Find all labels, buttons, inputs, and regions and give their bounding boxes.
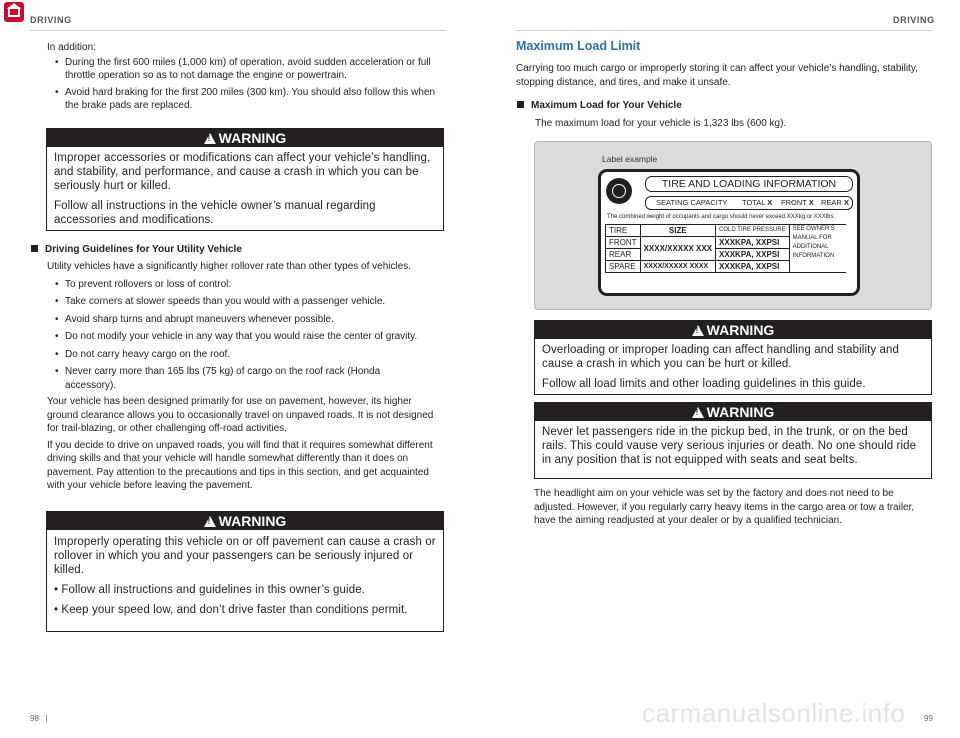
row-front: FRONT	[606, 237, 641, 249]
warning-text: Overloading or improper loading can affect handling and stability and cause a crash in which you can be hurt or killed.	[542, 344, 900, 370]
row-rear: REAR	[606, 249, 641, 261]
intro-bullet: • During the first 600 miles (1,000 km) of operation, avoid sudden acceleration or full throttle operation so as to not damage the engine or powertrain.	[47, 56, 442, 83]
section-bullet: • Never carry more than 165 lbs (75 kg) of cargo on the roof rack (Honda accessory).	[47, 365, 443, 392]
warning-text: Never let passengers ride in the pickup bed, in the trunk, or on the bed rails. This could vause very serious injuries or death. No one should ride in any position that is not equipped with seats and seat belts.	[542, 426, 917, 466]
warning-text: • Keep your speed low, and don’t drive faster than conditions permit.	[54, 604, 408, 616]
utility-section	[31, 243, 443, 493]
warning-header: !WARNING	[535, 321, 931, 339]
right-header-rule	[516, 30, 932, 31]
intro-bullet: • Avoid hard braking for the first 200 miles (300 km). You should also follow this when the brake pads are replaced.	[47, 86, 442, 113]
warning-header: !WARNING	[47, 129, 443, 147]
warning-text: Follow all instructions in the vehicle owner’s manual regarding accessories and modifications.	[54, 200, 376, 226]
size-main: XXXX/XXXXX XXX	[640, 237, 715, 261]
warning-box-accessories	[46, 128, 444, 231]
max-load-text: The maximum load for your vehicle is 1,323 lbs (600 kg).	[535, 118, 787, 129]
col-tire: TIRE	[606, 225, 641, 237]
square-bullet-icon	[31, 245, 38, 252]
intro-text: In addition:	[47, 42, 96, 53]
page-title: Maximum Load Limit	[516, 39, 641, 53]
home-icon[interactable]	[4, 2, 24, 22]
warning-box-passengers	[534, 402, 932, 479]
tire-label-title: TIRE AND LOADING INFORMATION	[645, 176, 853, 192]
square-bullet-icon	[517, 101, 524, 108]
section-bullet: • Avoid sharp turns and abrupt maneuvers whenever possible.	[47, 313, 443, 327]
col-pressure: COLD TIRE PRESSURE	[716, 225, 790, 237]
section-heading: Driving Guidelines for Your Utility Vehicle	[31, 243, 443, 256]
col-size: SIZE	[640, 225, 715, 237]
left-header-rule	[30, 30, 446, 31]
section-lead: Utility vehicles have a significantly higher rollover rate than other types of vehicles.	[47, 261, 412, 272]
see-manual-note: SEE OWNER’S MANUAL FOR ADDITIONAL INFORMATION	[789, 225, 846, 273]
warning-triangle-icon	[692, 325, 704, 336]
warning-text: Improperly operating this vehicle on or off pavement can cause a crash or rollover in which you and your passengers can be seriously injured or killed.	[54, 536, 436, 576]
pressure-spare: XXXKPA, XXPSI	[716, 261, 790, 273]
left-header: DRIVING	[30, 15, 72, 25]
tire-icon	[606, 178, 632, 204]
warning-triangle-icon	[204, 516, 216, 527]
tire-pressure-table	[605, 224, 846, 273]
section-bullet: • Do not carry heavy cargo on the roof.	[47, 348, 443, 362]
subsection-heading: Maximum Load for Your Vehicle	[517, 99, 682, 112]
warning-text: Follow all load limits and other loading guidelines in this guide.	[542, 378, 866, 390]
tire-loading-label	[598, 169, 860, 296]
page-number-left: 98 |	[30, 714, 48, 723]
size-spare: XXXX/XXXXX XXXX	[640, 261, 715, 273]
warning-header: !WARNING	[535, 403, 931, 421]
section-paragraph: Your vehicle has been designed primarily for use on pavement, however, its higher ground clearance allows you to occasionally travel on unpaved roads. It is not designed for trail-blazing, or other challenging off-road activities.	[47, 396, 434, 434]
warning-header: !WARNING	[47, 512, 443, 530]
section-bullet: • To prevent rollovers or loss of control:	[47, 278, 443, 292]
right-header: DRIVING	[893, 15, 935, 25]
watermark: carmanualsonline.info	[642, 698, 906, 728]
page-number-right: 99	[924, 714, 933, 723]
combined-weight-text: The combined weight of occupants and cargo should never exceed XXXkg or XXXlbs.	[607, 214, 836, 220]
seating-capacity-row: SEATING CAPACITY TOTAL X FRONT X REAR X	[645, 196, 853, 210]
warning-box-overloading	[534, 320, 932, 395]
left-intro-block	[47, 41, 442, 113]
warning-text: • Follow all instructions and guidelines in this owner’s guide.	[54, 584, 365, 596]
pressure-rear: XXXKPA, XXPSI	[716, 249, 790, 261]
section-bullet: • Take corners at slower speeds than you would with a passenger vehicle.	[47, 295, 443, 309]
section-paragraph: If you decide to drive on unpaved roads, you will find that it requires somewhat different driving skills and that your vehicle will handle somewhat differently than it does on pavement. Pay attention to the precautions and tips in this section, and get acquainted with your vehicle before leaving the pavement.	[47, 439, 433, 491]
warning-triangle-icon	[692, 407, 704, 418]
pressure-front: XXXKPA, XXPSI	[716, 237, 790, 249]
warning-triangle-icon	[204, 133, 216, 144]
row-spare: SPARE	[606, 261, 641, 273]
warning-text: Improper accessories or modifications can affect your vehicle’s handling, and stability, and performance, and cause a crash in which you can be seriously hurt or killed.	[54, 152, 431, 192]
headlight-paragraph: The headlight aim on your vehicle was set by the factory and does not need to be adjusted. However, if you regularly carry heavy items in the cargo area or tow a trailer, have the aiming readjusted at your dealer or by a qualified technician.	[534, 488, 915, 526]
load-intro: Carrying too much cargo or improperly storing it can affect your vehicle’s handling, stability, stopping distance, and tires, and make it unsafe.	[516, 63, 918, 88]
warning-box-offroad	[46, 511, 444, 632]
label-caption: Label example	[602, 154, 658, 164]
section-bullet: • Do not modify your vehicle in any way that you would raise the center of gravity.	[47, 330, 443, 344]
label-example-panel	[534, 141, 932, 310]
